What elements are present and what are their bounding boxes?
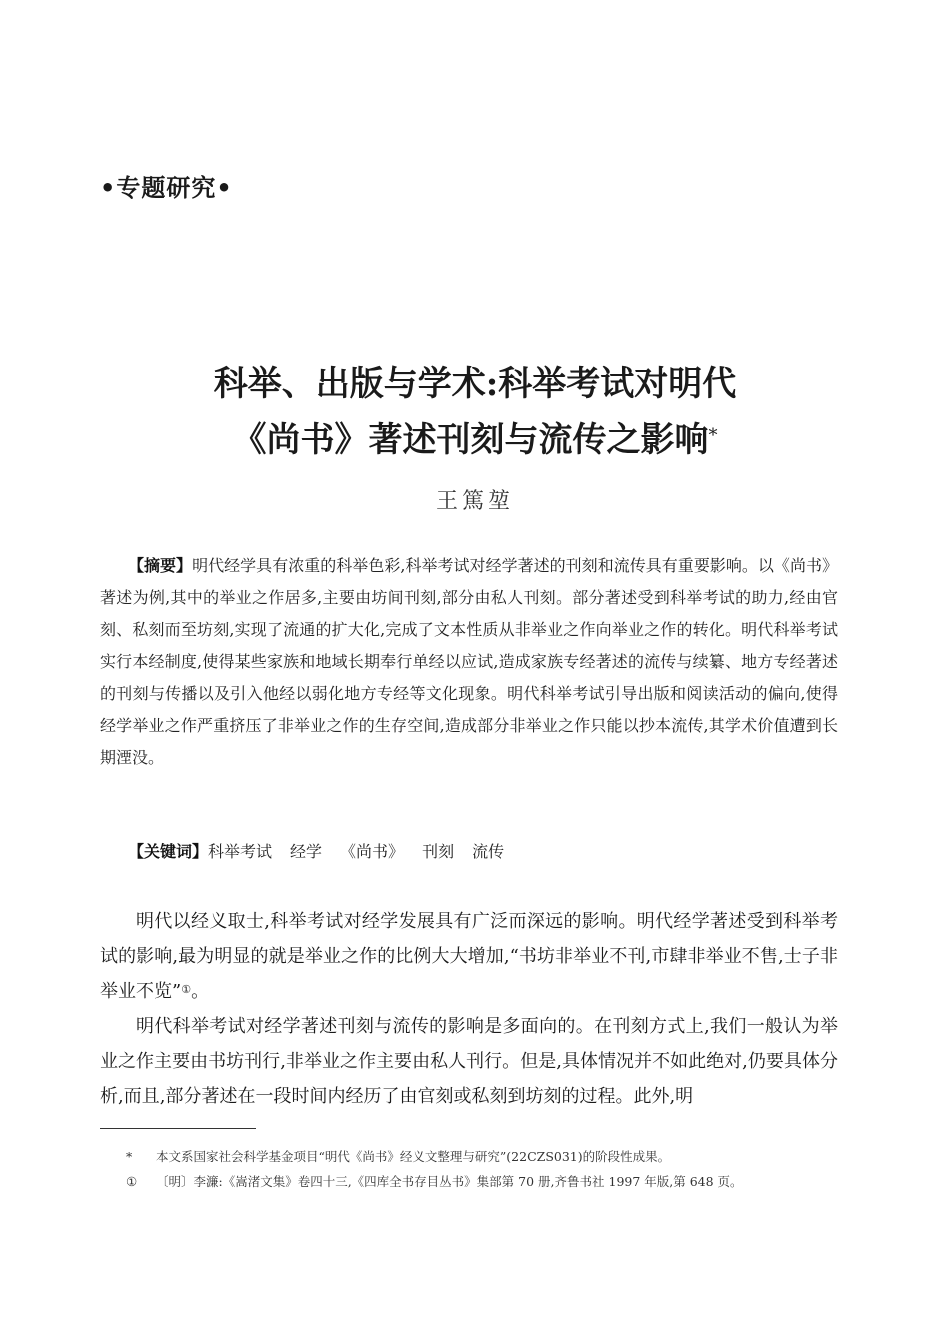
author-name: 王篤堃 (435, 489, 514, 514)
article-title-line-1 (100, 364, 850, 404)
body-text (100, 904, 838, 1114)
keyword-item: 经学 (290, 842, 323, 861)
keywords-label: 【关键词】 (128, 842, 209, 861)
section-tag: •专题研究• (100, 174, 233, 202)
footnote-text: 〔明〕李濂:《嵩渚文集》卷四十三,《四库全书存目丛书》集部第 70 册,齐鲁书社 1997 年版,第 648 页。 (156, 1174, 743, 1189)
abstract-label: 【摘要】 (128, 556, 193, 575)
keyword-item: 流传 (472, 842, 505, 861)
keyword-item: 刊刻 (422, 842, 455, 861)
footnotes (100, 1144, 840, 1194)
body-paragraph-1-text: 明代以经义取士,科举考试对经学发展具有广泛而深远的影响。明代经学著述受到科举考试的影响,最为明显的就是举业之作的比例大大增加,“书坊非举业不刊,市肆非举业不售,士子非举业不览” (100, 911, 838, 1002)
keywords (128, 836, 522, 868)
keyword-item: 科举考试 (208, 842, 273, 861)
footnote-divider (100, 1128, 256, 1129)
footnote-text: 本文系国家社会科学基金项目“明代《尚书》经义文整理与研究”(22CZS031)的阶段性成果。 (156, 1149, 671, 1164)
footnote-mark: ① (126, 1174, 138, 1189)
article-title-text-2: 《尚书》著述刊刻与流传之影响 (232, 420, 709, 460)
body-paragraph-1-end: 。 (191, 981, 210, 1002)
footnote-item (100, 1169, 840, 1194)
body-paragraph-1 (100, 904, 838, 1009)
footnote-item (100, 1144, 840, 1169)
title-footnote-mark[interactable]: * (708, 425, 718, 446)
article-title-line-2 (100, 420, 850, 460)
footnote-mark: * (126, 1149, 133, 1164)
abstract (100, 550, 838, 774)
keyword-item: 《尚书》 (340, 842, 405, 861)
article-title-text-1: 科举、出版与学术:科举考试对明代 (213, 364, 737, 404)
footnote-ref-1[interactable]: ① (181, 983, 192, 996)
body-paragraph-2: 明代科举考试对经学著述刊刻与流传的影响是多面向的。在刊刻方式上,我们一般认为举业之作主要由书坊刊行,非举业之作主要由私人刊行。但是,具体情况并不如此绝对,仍要具体分析,而且,部分著述在一段时间内经历了由官刻或私刻到坊刻的过程。此外,明 (100, 1016, 838, 1107)
abstract-text: 明代经学具有浓重的科举色彩,科举考试对经学著述的刊刻和流传具有重要影响。以《尚书》著述为例,其中的举业之作居多,主要由坊间刊刻,部分由私人刊刻。部分著述受到科举考试的助力,经由官刻、私刻而至坊刻,实现了流通的扩大化,完成了文本性质从非举业之作向举业之作的转化。明代科举考试实行本经制度,使得某些家族和地域长期奉行单经以应试,造成家族专经著述的流传与续纂、地方专经著述的刊刻与传播以及引入他经以弱化地方专经等文化现象。明代科举考试引导出版和阅读活动的偏向,使得经学举业之作严重挤压了非举业之作的生存空间,造成部分非举业之作只能以抄本流传,其学术价值遭到长期湮没。 (100, 556, 838, 767)
